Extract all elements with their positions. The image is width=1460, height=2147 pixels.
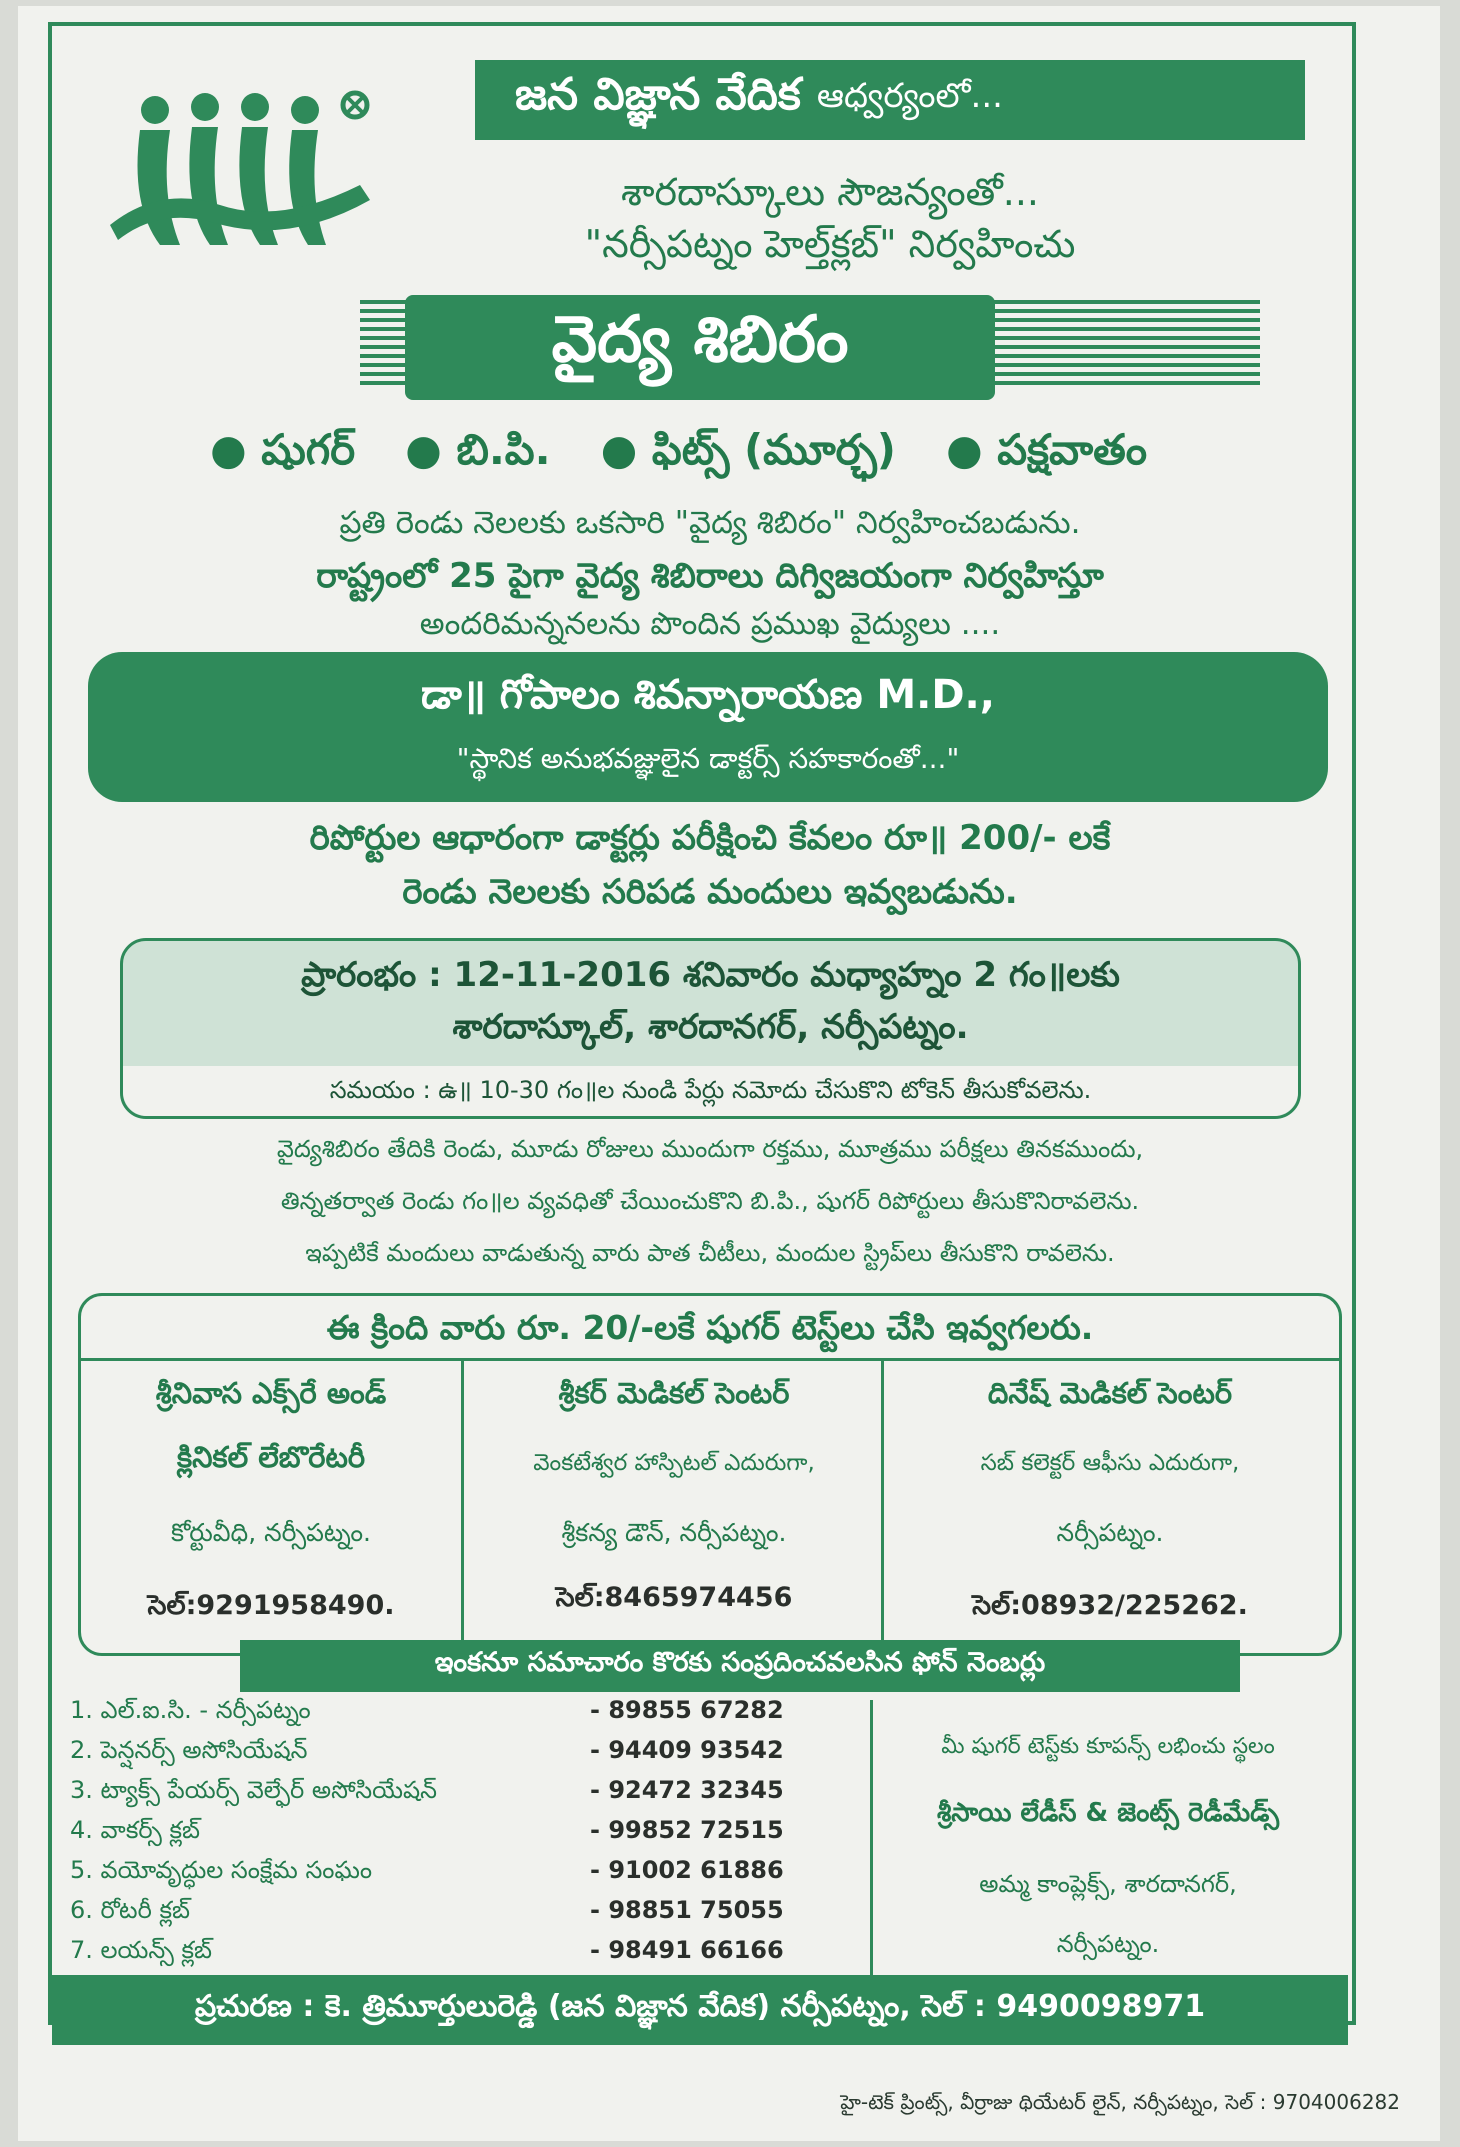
test-center-1 bbox=[81, 1358, 461, 1653]
contact-row bbox=[70, 1816, 870, 1854]
conditions-list bbox=[210, 425, 1210, 485]
center-name-2: సబ్ కలెక్టర్ ఆఫీసు ఎదురుగా, bbox=[980, 1450, 1240, 1476]
center-address: కోర్టువీధి, నర్సీపట్నం. bbox=[170, 1518, 372, 1547]
center-phone: సెల్:8465974456 bbox=[555, 1582, 793, 1613]
doctor-name: డా॥ గోపాలం శివన్నారాయణ M.D., bbox=[421, 672, 995, 718]
condition-item: ● ఫిట్స్ (మూర్ఛ) bbox=[600, 425, 896, 474]
contact-row bbox=[70, 1696, 870, 1734]
doctor-box bbox=[88, 652, 1328, 802]
test-center-3 bbox=[881, 1358, 1336, 1653]
host-line: "నర్సీపట్నం హెల్త్‌క్లబ్" నిర్వహించు bbox=[584, 222, 1076, 266]
contact-phone: - 91002 61886 bbox=[590, 1856, 784, 1884]
doctor-note: "స్థానిక అనుభవజ్ఞులైన డాక్టర్స్ సహకారంతో..." bbox=[456, 742, 960, 775]
contact-phone: - 94409 93542 bbox=[590, 1736, 784, 1764]
page-title bbox=[405, 295, 995, 400]
coupon-shop: శ్రీసాయి లేడీస్ & జెంట్స్ రెడీమేడ్స్ bbox=[936, 1798, 1280, 1828]
sugar-test-centers bbox=[78, 1293, 1342, 1656]
org-suffix: ఆధ్వర్యంలో... bbox=[816, 76, 1003, 116]
contact-phone: - 98851 75055 bbox=[590, 1896, 784, 1924]
center-address: శ్రీకన్య డౌన్, నర్సీపట్నం. bbox=[561, 1518, 787, 1547]
org-name: జన విజ్ఞాన వేదిక bbox=[515, 69, 801, 120]
printer-credit: హై-టెక్ ప్రింట్స్, వీర్రాజు థియేటర్ లైన్, నర్సీపట్నం, సెల్ : 9704006282 bbox=[840, 2090, 1400, 2114]
start-details-box bbox=[120, 938, 1301, 1119]
contact-phone: - 98491 66166 bbox=[590, 1936, 784, 1964]
start-venue: శారదాస్కూల్, శారదానగర్, నర్సీపట్నం. bbox=[452, 1007, 969, 1047]
reports-line: రెండు నెలలకు సరిపడ మందులు ఇవ్వబడును. bbox=[402, 872, 1018, 912]
condition-item: ● బి.పి. bbox=[405, 425, 551, 474]
coupon-location-box bbox=[870, 1700, 1343, 2000]
contact-row bbox=[70, 1896, 870, 1934]
contact-label: 1. ఎల్.ఐ.సి. - నర్సీపట్నం bbox=[70, 1696, 311, 1724]
intro-line: రాష్ట్రంలో 25 పైగా వైద్య శిబిరాలు దిగ్విజయంగా నిర్వహిస్తూ bbox=[316, 556, 1104, 596]
contact-phone: - 89855 67282 bbox=[590, 1696, 784, 1724]
center-phone: సెల్:08932/225262. bbox=[972, 1590, 1248, 1621]
contact-label: 4. వాకర్స్ క్లబ్ bbox=[70, 1816, 201, 1844]
contact-row bbox=[70, 1936, 870, 1974]
instruction-line: ఇప్పటికే మందులు వాడుతున్న వారు పాత చీటీలు, మందుల స్ట్రిప్‌లు తీసుకొని రావలెను. bbox=[305, 1239, 1115, 1267]
condition-item: ● పక్షవాతం bbox=[946, 425, 1148, 474]
contact-label: 6. రోటరీ క్లబ్ bbox=[70, 1896, 190, 1924]
contacts-heading: ఇంకనూ సమాచారం కొరకు సంప్రదించవలసిన ఫోన్ నెంబర్లు bbox=[434, 1647, 1046, 1678]
org-header bbox=[475, 60, 1305, 140]
center-name: శ్రీనివాస ఎక్స్‌రే అండ్ bbox=[155, 1376, 387, 1410]
publisher-text: ప్రచురణ : కె. త్రిమూర్తులురెడ్డి (జన విజ్ఞాన వేదిక) నర్సీపట్నం, సెల్ : 9490098971 bbox=[194, 1989, 1206, 2024]
center-name-2: క్లినికల్ లేబొరేటరీ bbox=[176, 1440, 366, 1474]
contact-row bbox=[70, 1776, 870, 1814]
center-name: శ్రీకర్ మెడికల్ సెంటర్ bbox=[558, 1376, 790, 1410]
contact-row bbox=[70, 1736, 870, 1774]
contact-row bbox=[70, 1856, 870, 1894]
center-phone: సెల్:9291958490. bbox=[147, 1590, 395, 1621]
test-center-2 bbox=[461, 1358, 884, 1653]
registration-note-band bbox=[123, 1066, 1298, 1116]
instruction-line: తిన్నతర్వాత రెండు గం॥ల వ్యవధితో చేయించుకొని బి.పి., షుగర్ రిపోర్టులు తీసుకొనిరావలెను. bbox=[280, 1187, 1140, 1215]
contact-phone: - 92472 32345 bbox=[590, 1776, 784, 1804]
tests-heading-row bbox=[81, 1296, 1339, 1361]
coupon-city: నర్సీపట్నం. bbox=[1056, 1930, 1160, 1958]
instruction-line: వైద్యశిబిరం తేదికి రెండు, మూడు రోజులు ముందుగా రక్తము, మూత్రము పరీక్షలు తినకముందు, bbox=[276, 1135, 1144, 1163]
contact-label: 5. వయోవృద్ధుల సంక్షేమ సంఘం bbox=[70, 1856, 373, 1884]
contact-phone: - 99852 72515 bbox=[590, 1816, 784, 1844]
coupon-address: అమ్మ కాంప్లెక్స్, శారదానగర్, bbox=[979, 1870, 1237, 1898]
jana-vignana-vedika-logo bbox=[100, 75, 400, 265]
tests-heading: ఈ క్రింది వారు రూ. 20/-లకే షుగర్ టెస్ట్‌లు చేసి ఇవ్వగలరు. bbox=[326, 1308, 1094, 1347]
page-title-text: వైద్య శిబిరం bbox=[551, 303, 849, 377]
center-address: నర్సీపట్నం. bbox=[1056, 1518, 1164, 1547]
registration-note: సమయం : ఉ॥ 10-30 గం॥ల నుండి పేర్లు నమోదు చేసుకొని టోకెన్ తీసుకోవలెను. bbox=[329, 1076, 1092, 1104]
center-name-2: వెంకటేశ్వర హాస్పిటల్ ఎదురుగా, bbox=[533, 1450, 815, 1476]
publisher-bar bbox=[52, 1975, 1348, 2045]
contact-label: 3. ట్యాక్స్ పేయర్స్ వెల్ఫేర్ అసోసియేషన్ bbox=[70, 1776, 437, 1804]
intro-line: అందరిమన్ననలను పొందిన ప్రముఖ వైద్యులు .... bbox=[419, 606, 1001, 642]
center-name: దినేష్ మెడికల్ సెంటర్ bbox=[987, 1376, 1233, 1410]
intro-line: ప్రతి రెండు నెలలకు ఒకసారి "వైద్య శిబిరం" నిర్వహించబడును. bbox=[339, 505, 1081, 541]
contacts-heading-bar bbox=[240, 1640, 1240, 1692]
sponsor-line: శారదాస్కూలు సౌజన్యంతో... bbox=[620, 170, 1040, 214]
coupon-line: మీ షుగర్ టెస్ట్‌కు కూపన్స్ లభించు స్థలం bbox=[941, 1734, 1275, 1759]
start-date: ప్రారంభం : 12-11-2016 శనివారం మధ్యాహ్నం 2 గం॥లకు bbox=[301, 955, 1120, 995]
contact-label: 7. లయన్స్ క్లబ్ bbox=[70, 1936, 212, 1964]
condition-item: ● షుగర్ bbox=[210, 425, 356, 474]
contact-label: 2. పెన్షనర్స్ అసోసియేషన్ bbox=[70, 1736, 308, 1764]
reports-line: రిపోర్టుల ఆధారంగా డాక్టర్లు పరీక్షించి కేవలం రూ॥ 200/- లకే bbox=[309, 818, 1111, 858]
